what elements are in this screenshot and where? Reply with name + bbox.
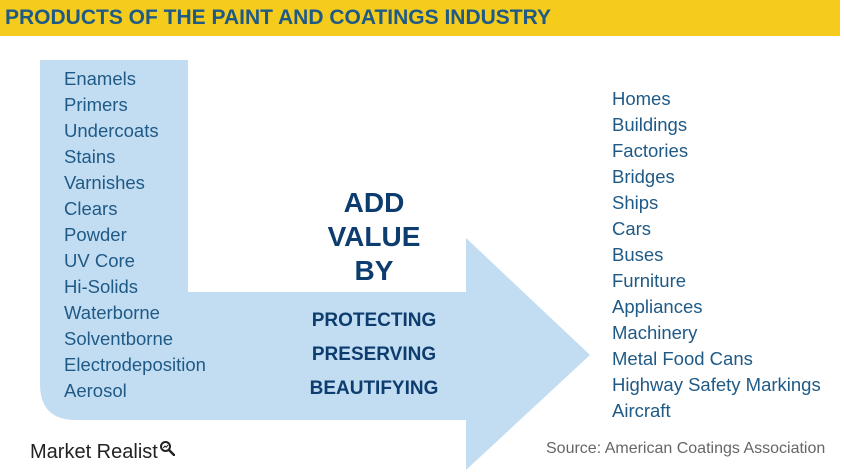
product-item: Hi-Solids: [64, 276, 139, 297]
target-item: Bridges: [612, 166, 675, 187]
add-value-headline: [300, 186, 448, 288]
target-item: Appliances: [612, 296, 703, 317]
action-preserving: PRESERVING: [311, 344, 437, 365]
target-item: Cars: [612, 218, 652, 239]
source-note: Source: American Coatings Association: [546, 440, 826, 457]
product-item: Undercoats: [64, 120, 159, 141]
headline-line: VALUE: [327, 221, 421, 252]
target-item: Metal Food Cans: [612, 348, 753, 369]
product-item: Waterborne: [64, 302, 160, 323]
target-item: Buildings: [612, 114, 688, 135]
brand-logo: [30, 441, 175, 464]
value-actions: [300, 304, 448, 406]
product-item: Stains: [64, 146, 116, 167]
target-item: Homes: [612, 88, 671, 109]
product-item: Enamels: [64, 68, 136, 89]
product-item: Primers: [64, 94, 128, 115]
product-item: Clears: [64, 198, 118, 219]
product-item: UV Core: [64, 250, 135, 271]
action-protecting: PROTECTING: [311, 310, 437, 331]
magnifier-icon: [159, 440, 175, 456]
headline-line: ADD: [343, 187, 405, 218]
product-item: Aerosol: [64, 380, 127, 401]
target-item: Buses: [612, 244, 664, 265]
product-item: Varnishes: [64, 172, 145, 193]
product-item: Electrodeposition: [64, 354, 206, 375]
product-item: Powder: [64, 224, 127, 245]
headline-line: BY: [354, 255, 394, 286]
target-item: Factories: [612, 140, 689, 161]
products-list: [64, 66, 206, 404]
target-item: Highway Safety Markings: [612, 374, 821, 395]
action-beautifying: BEAUTIFYING: [309, 378, 439, 399]
page-title: PRODUCTS OF THE PAINT AND COATINGS INDUSTRY: [5, 6, 551, 29]
brand-name: Market Realist: [30, 441, 158, 463]
product-item: Solventborne: [64, 328, 174, 349]
target-item: Aircraft: [612, 400, 671, 421]
targets-list: [612, 86, 821, 424]
target-item: Machinery: [612, 322, 698, 343]
target-item: Furniture: [612, 270, 687, 291]
target-item: Ships: [612, 192, 659, 213]
